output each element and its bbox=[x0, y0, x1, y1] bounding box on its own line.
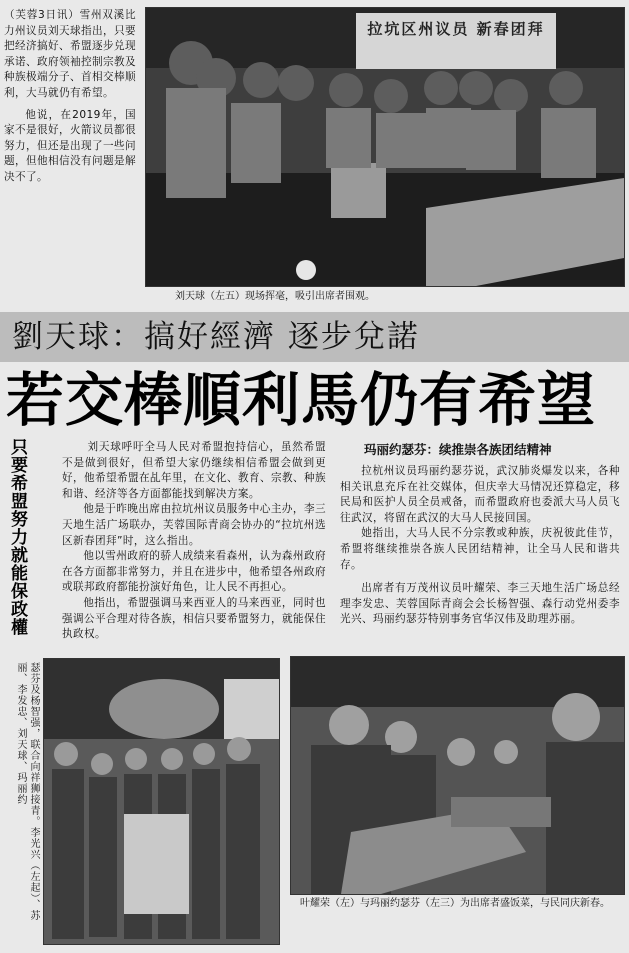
body-col1-paragraph: 他指出，希盟强调马来西亚人的马来西亚，同时也强调公平合理对待各族，相信只要希盟努力，就能保住执政权。 bbox=[62, 596, 326, 641]
bottom-right-photo bbox=[290, 656, 625, 895]
body-col1-paragraph: 他以雪州政府的骄人成绩来看森州，认为森州政府在各方面都非常努力，并且在进步中，他希望各州政府或联邦政府都能扮演好角色，让人民不再担心。 bbox=[62, 550, 326, 594]
lead-paragraph: （芙蓉3日讯）雪州双溪比力州议员刘天球指出，只要把经济搞好、希盟逐步兑现承诺、政府领袖控制宗教及种族极端分子、首相交棒顺利，大马就仍有希望。 bbox=[4, 9, 136, 99]
bottom-left-vertical-caption: 瑟芬及杨智强，联合向祥狮接青。李光兴（左起）、苏丽、李发忠、刘天球、玛丽约 bbox=[15, 662, 39, 921]
body-col1-paragraph: 刘天球呼吁全马人民对希盟抱持信心，虽然希盟不是做到很好，但希望大家仍继续相信希盟会做到更好，他希望希盟在乩年里，在文化、教育、宗教、种族和谐、经济等各方面都能找到解决方案。 bbox=[62, 441, 326, 500]
body-column-1 bbox=[62, 440, 326, 643]
body-col2-paragraph: 出席者有万茂州议员叶耀荣、李三天地生活广场总经理李发忠、芙蓉国际青商会会长杨智强、森行动党州委李光兴、玛丽约瑟芬特别事务官华汉伟及助理苏丽。 bbox=[340, 582, 620, 626]
photo-banner: 拉坑区州议员 新春团拜 bbox=[367, 20, 545, 38]
lead-text-column bbox=[4, 8, 136, 186]
body-col1-paragraph: 他是于昨晚出席由拉坑州议员服务中心主办，李三天地生活广场联办，芙蓉国际青商会协办的“拉坑州选区新春团拜”时，这么指出。 bbox=[62, 503, 326, 547]
body-column-2 bbox=[340, 440, 620, 628]
side-vertical-headline: 只要希盟努力就能保政權 bbox=[7, 438, 27, 636]
bottom-right-caption: 叶耀荣（左）与玛丽约瑟芬（左三）为出席者盛饭菜，与民同庆新春。 bbox=[300, 898, 610, 909]
bottom-left-photo bbox=[43, 658, 280, 945]
top-photo bbox=[145, 7, 625, 287]
top-photo-caption: 刘天球（左五）现场挥毫，吸引出席者围观。 bbox=[175, 291, 375, 302]
lead-second-paragraph: 他说，在2019年，国家不是很好，火箭议员都很努力，但还是出现了一些问题，但他相信没有问题是解决不了。 bbox=[4, 108, 136, 183]
subhead-text: 劉天球：搞好經濟 逐步兌諾 bbox=[12, 319, 420, 355]
main-headline: 若交棒順利馬仍有希望 bbox=[6, 366, 597, 434]
top-photo-image bbox=[146, 8, 624, 286]
col2-heading: 玛丽约瑟芬：续推崇各族团结精神 bbox=[364, 442, 552, 457]
subhead-banner bbox=[0, 312, 629, 362]
body-col2-paragraph: 她指出，大马人民不分宗教或种族，庆祝彼此佳节，希盟将继续推崇各族人民团结精神，让全马人民和谐共存。 bbox=[340, 527, 620, 571]
bottom-right-photo-image bbox=[291, 657, 624, 894]
bottom-left-photo-image bbox=[44, 659, 279, 944]
body-col2-paragraph: 拉杭州议员玛丽约瑟芬说，武汉肺炎爆发以来，各种相关讯息充斥在社交媒体，但庆幸大马情况还算稳定，移民局和医护人员全员戒备，而希盟政府也委派大马人员飞往武汉，将留在武汉的大马人民接回国。 bbox=[340, 465, 620, 524]
